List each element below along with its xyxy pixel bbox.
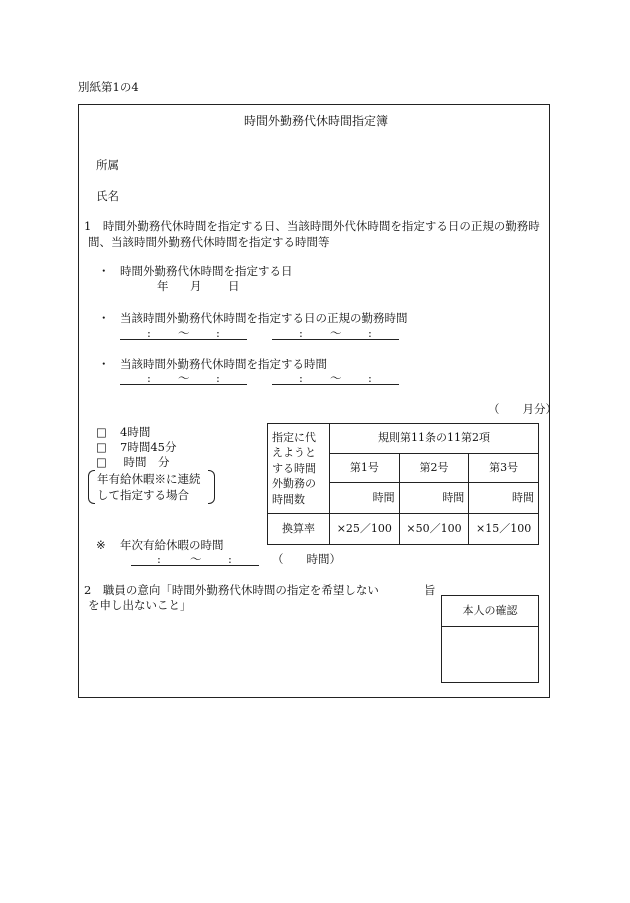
colon: : <box>216 371 220 385</box>
left-header-cell <box>268 424 330 514</box>
note-line1: 年有給休暇※に連続 <box>97 472 201 486</box>
annual-leave-mark: ※ <box>96 538 106 552</box>
option-custom: 時間 分 <box>112 455 170 469</box>
name-label: 氏名 <box>96 189 119 203</box>
note-line2: して指定する場合 <box>97 488 189 502</box>
annual-leave-hours: （ 時間） <box>272 552 341 566</box>
conversion-table <box>267 423 539 545</box>
checkbox-icon[interactable]: □ <box>96 455 107 469</box>
col-header-2: 第2号 <box>399 454 469 483</box>
option-7h45m: 7時間45分 <box>120 440 177 454</box>
colon: : <box>147 371 151 385</box>
rate-3: ×15／100 <box>469 514 539 545</box>
col-header-3: 第3号 <box>469 454 539 483</box>
bracket-left <box>88 470 95 504</box>
wave-dash: 〜 <box>330 326 342 340</box>
wave-dash: 〜 <box>178 371 190 385</box>
wave-dash: 〜 <box>190 552 202 566</box>
colon: : <box>299 326 303 340</box>
confirmation-label: 本人の確認 <box>442 596 538 627</box>
rate-1: ×25／100 <box>330 514 400 545</box>
bullet: ・ <box>98 264 110 278</box>
left-header-line: えようと <box>272 446 316 460</box>
item1-label: 時間外勤務代休時間を指定する日 <box>120 264 293 278</box>
wave-dash: 〜 <box>330 371 342 385</box>
confirmation-box[interactable] <box>441 595 539 683</box>
section2-line1: 2 職員の意向「時間外勤務代休時間の指定を希望しない <box>84 583 379 597</box>
option-4h: 4時間 <box>120 425 151 439</box>
left-header-line: 指定に代 <box>272 430 316 444</box>
section1-heading-line2: 間、当該時間外勤務代休時間を指定する時間等 <box>88 235 330 249</box>
appendix-label: 別紙第1の4 <box>78 80 139 94</box>
colon: : <box>147 326 151 340</box>
item1-month: 月 <box>190 279 202 293</box>
item2-label: 当該時間外勤務代休時間を指定する日の正規の勤務時間 <box>120 311 408 325</box>
col-header-1: 第1号 <box>330 454 400 483</box>
bullet: ・ <box>98 311 110 325</box>
hours-cell[interactable]: 時間 <box>469 483 539 514</box>
item1-day: 日 <box>228 279 240 293</box>
month-minutes: （ 月分） <box>488 402 557 416</box>
colon: : <box>368 371 372 385</box>
checkbox-icon[interactable]: □ <box>96 440 107 454</box>
rate-2: ×50／100 <box>399 514 469 545</box>
item3-label: 当該時間外勤務代休時間を指定する時間 <box>120 357 327 371</box>
colon: : <box>368 326 372 340</box>
left-header-line: 時間数 <box>272 492 305 506</box>
rate-label: 換算率 <box>268 514 330 545</box>
form-title: 時間外勤務代休時間指定簿 <box>244 114 389 128</box>
colon: : <box>157 552 161 566</box>
section1-heading-line1: 1 時間外勤務代休時間を指定する日、当該時間外代休時間を指定する日の正規の勤務時 <box>84 219 540 233</box>
checkbox-icon[interactable]: □ <box>96 425 107 439</box>
bullet: ・ <box>98 357 110 371</box>
affiliation-label: 所属 <box>96 158 119 172</box>
wave-dash: 〜 <box>178 326 190 340</box>
hours-cell[interactable]: 時間 <box>399 483 469 514</box>
left-header-line: 外勤務の <box>272 477 316 491</box>
colon: : <box>299 371 303 385</box>
hours-cell[interactable]: 時間 <box>330 483 400 514</box>
colon: : <box>228 552 232 566</box>
bracket-right <box>208 470 215 504</box>
section2-line1-end: 旨 <box>424 583 436 597</box>
item1-year: 年 <box>157 279 169 293</box>
annual-leave-label: 年次有給休暇の時間 <box>120 538 224 552</box>
colon: : <box>216 326 220 340</box>
left-header-line: する時間 <box>272 461 316 475</box>
rule-header: 規則第11条の11第2項 <box>330 424 539 454</box>
section2-line2: を申し出ないこと」 <box>88 598 192 612</box>
